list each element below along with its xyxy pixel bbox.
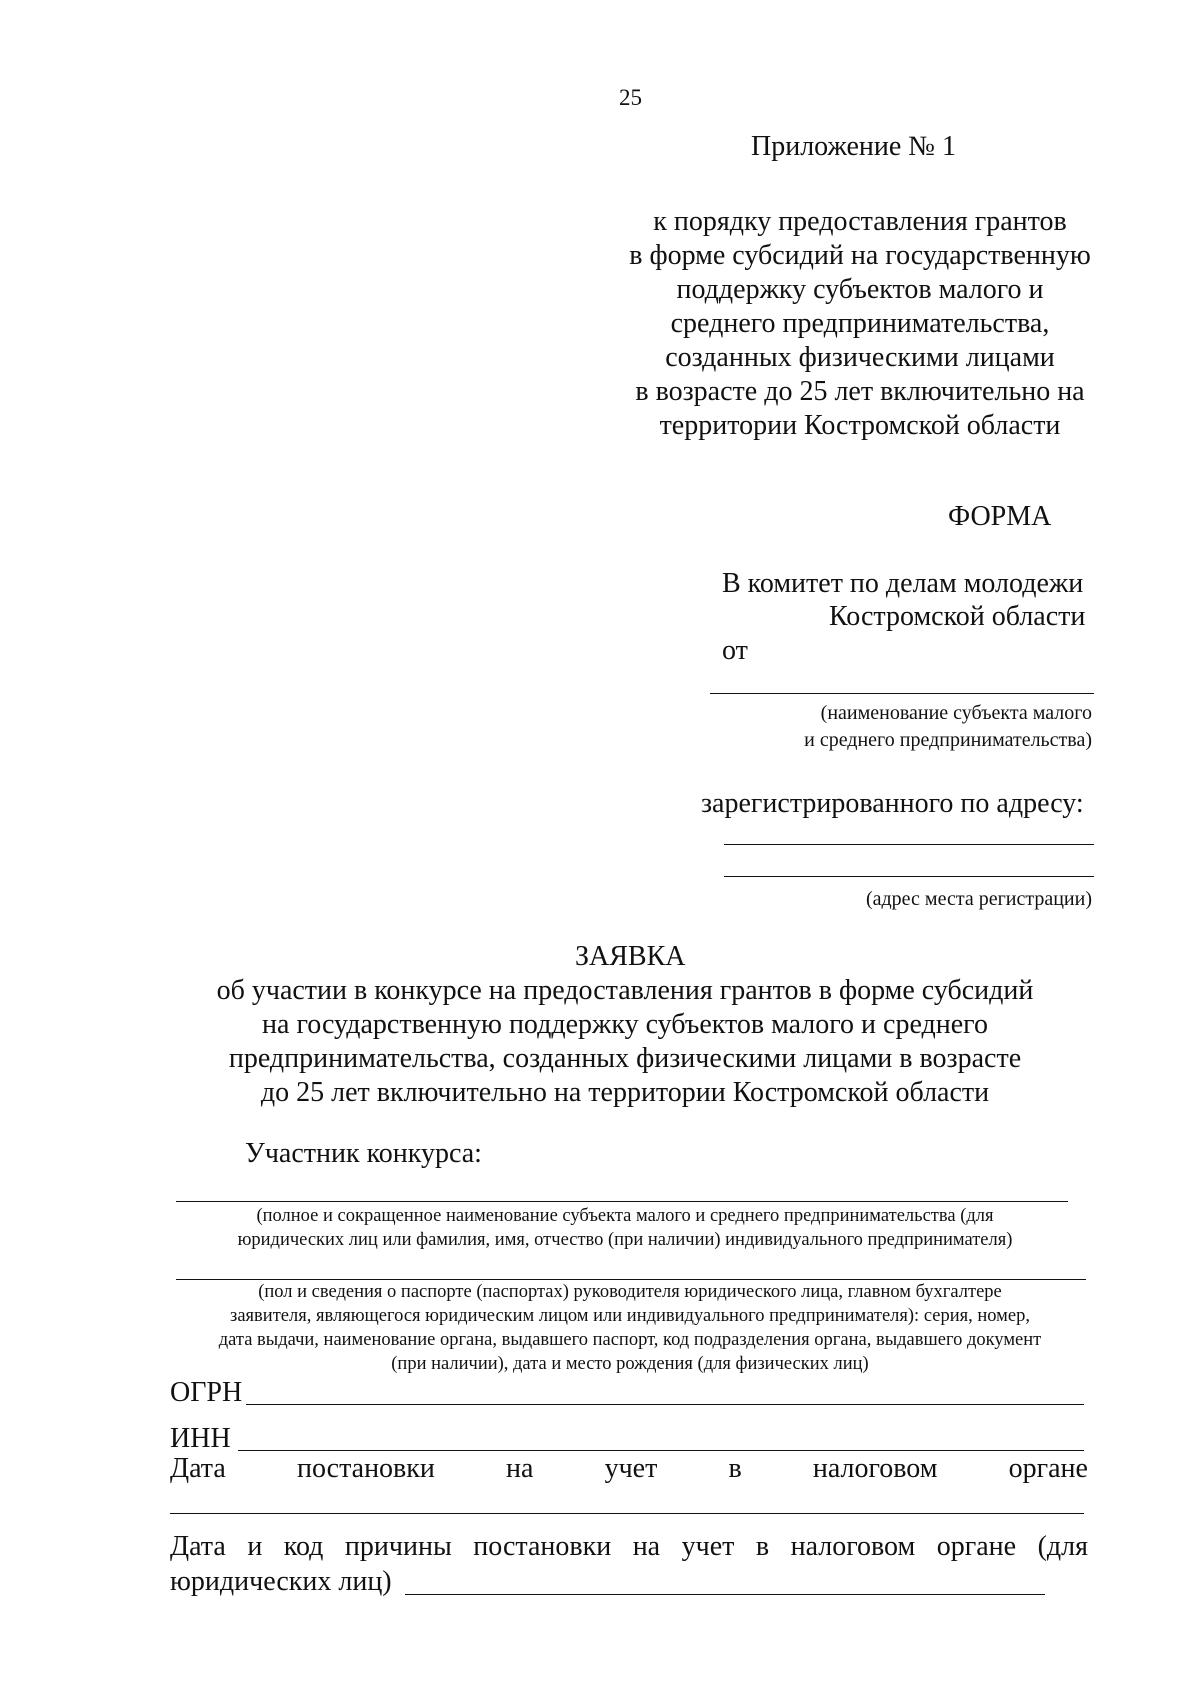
registered-address-label: зарегистрированного по адресу: — [701, 788, 1084, 819]
address-caption: (адрес места регистрации) — [865, 888, 1092, 910]
tax-registration-word: в — [728, 1453, 742, 1484]
appendix-line: среднего предпринимательства, — [670, 308, 1050, 339]
ogrn-label: ОГРН — [170, 1377, 243, 1408]
form-label: ФОРМА — [948, 501, 1052, 532]
application-subtitle-line: об участии в конкурсе на предоставления грантов в форме субсидий — [216, 975, 1034, 1006]
participant-label: Участник конкурса: — [245, 1138, 482, 1169]
kpp-word: Дата — [170, 1531, 226, 1562]
ogrn-field-line[interactable] — [246, 1404, 1084, 1405]
kpp-word: код — [283, 1531, 324, 1562]
application-subtitle-line: до 25 лет включительно на территории Костромской области — [260, 1077, 990, 1108]
application-subtitle-line: на государственную поддержку субъектов малого и среднего — [262, 1009, 988, 1040]
application-subtitle — [175, 974, 1075, 1110]
tax-registration-word: на — [506, 1453, 534, 1484]
inn-field-line[interactable] — [238, 1450, 1084, 1451]
inn-label: ИНН — [170, 1423, 231, 1454]
passport-caption-line: (пол и сведения о паспорте (паспортах) руководителя юридического лица, главном бухгалтере — [258, 1282, 1002, 1302]
kpp-word: налоговом — [790, 1531, 916, 1562]
kpp-field-line[interactable] — [405, 1594, 1045, 1595]
kpp-label — [170, 1530, 1088, 1564]
kpp-word: органе — [936, 1531, 1017, 1562]
addressee-line-1: В комитет по делам молодежи — [722, 568, 1084, 599]
appendix-line: поддержку субъектов малого и — [676, 274, 1044, 305]
kpp-label-line-2: юридических лиц) — [170, 1566, 392, 1597]
applicant-name-caption-2: и среднего предпринимательства) — [804, 729, 1092, 751]
appendix-title: Приложение № 1 — [751, 131, 956, 162]
applicant-name-caption-1: (наименование субъекта малого — [820, 702, 1092, 724]
passport-caption-line: (при наличии), дата и место рождения (для физических лиц) — [391, 1354, 869, 1374]
kpp-word: в — [755, 1531, 770, 1562]
kpp-word: постановки — [473, 1531, 612, 1562]
kpp-word: причины — [344, 1531, 452, 1562]
appendix-line: территории Костромской области — [659, 410, 1061, 441]
passport-caption-line: заявителя, являющегося юридическим лицом или индивидуального предпринимателя): серия, номер, — [230, 1306, 1030, 1326]
appendix-line: в возрасте до 25 лет включительно на — [635, 376, 1085, 407]
tax-registration-word: учет — [604, 1453, 658, 1484]
tax-registration-word: Дата — [170, 1453, 226, 1484]
address-line-2[interactable] — [724, 876, 1094, 877]
passport-caption-line: дата выдачи, наименование органа, выдавшего паспорт, код подразделения органа, выдавшего документ — [218, 1330, 1042, 1350]
participant-name-line[interactable] — [176, 1201, 1068, 1202]
tax-registration-word: постановки — [296, 1453, 435, 1484]
kpp-word: (для — [1037, 1531, 1088, 1562]
kpp-word: учет — [681, 1531, 735, 1562]
passport-info-caption — [155, 1280, 1105, 1376]
page-number: 25 — [619, 85, 642, 110]
appendix-description — [600, 205, 1120, 443]
tax-registration-date-line[interactable] — [170, 1513, 1084, 1514]
address-line-1[interactable] — [724, 844, 1094, 845]
kpp-word: на — [632, 1531, 661, 1562]
application-title: ЗАЯВКА — [575, 941, 686, 972]
participant-name-caption-line: юридических лиц или фамилия, имя, отчество (при наличии) индивидуального предпринимателя) — [237, 1230, 1013, 1250]
appendix-line: к порядку предоставления грантов — [653, 206, 1067, 237]
tax-registration-label — [170, 1452, 1088, 1486]
kpp-word: и — [247, 1531, 263, 1562]
from-label: от — [722, 635, 748, 666]
applicant-name-line[interactable] — [710, 693, 1094, 694]
participant-name-caption — [165, 1204, 1085, 1252]
addressee-line-2: Костромской области — [829, 601, 1086, 632]
appendix-line: созданных физическими лицами — [665, 342, 1055, 373]
application-subtitle-line: предпринимательства, созданных физическими лицами в возрасте — [228, 1043, 1022, 1074]
tax-registration-word: органе — [1008, 1453, 1088, 1484]
participant-name-caption-line: (полное и сокращенное наименование субъекта малого и среднего предпринимательства (для — [256, 1206, 994, 1226]
appendix-line: в форме субсидий на государственную — [629, 240, 1091, 271]
tax-registration-word: налоговом — [812, 1453, 938, 1484]
